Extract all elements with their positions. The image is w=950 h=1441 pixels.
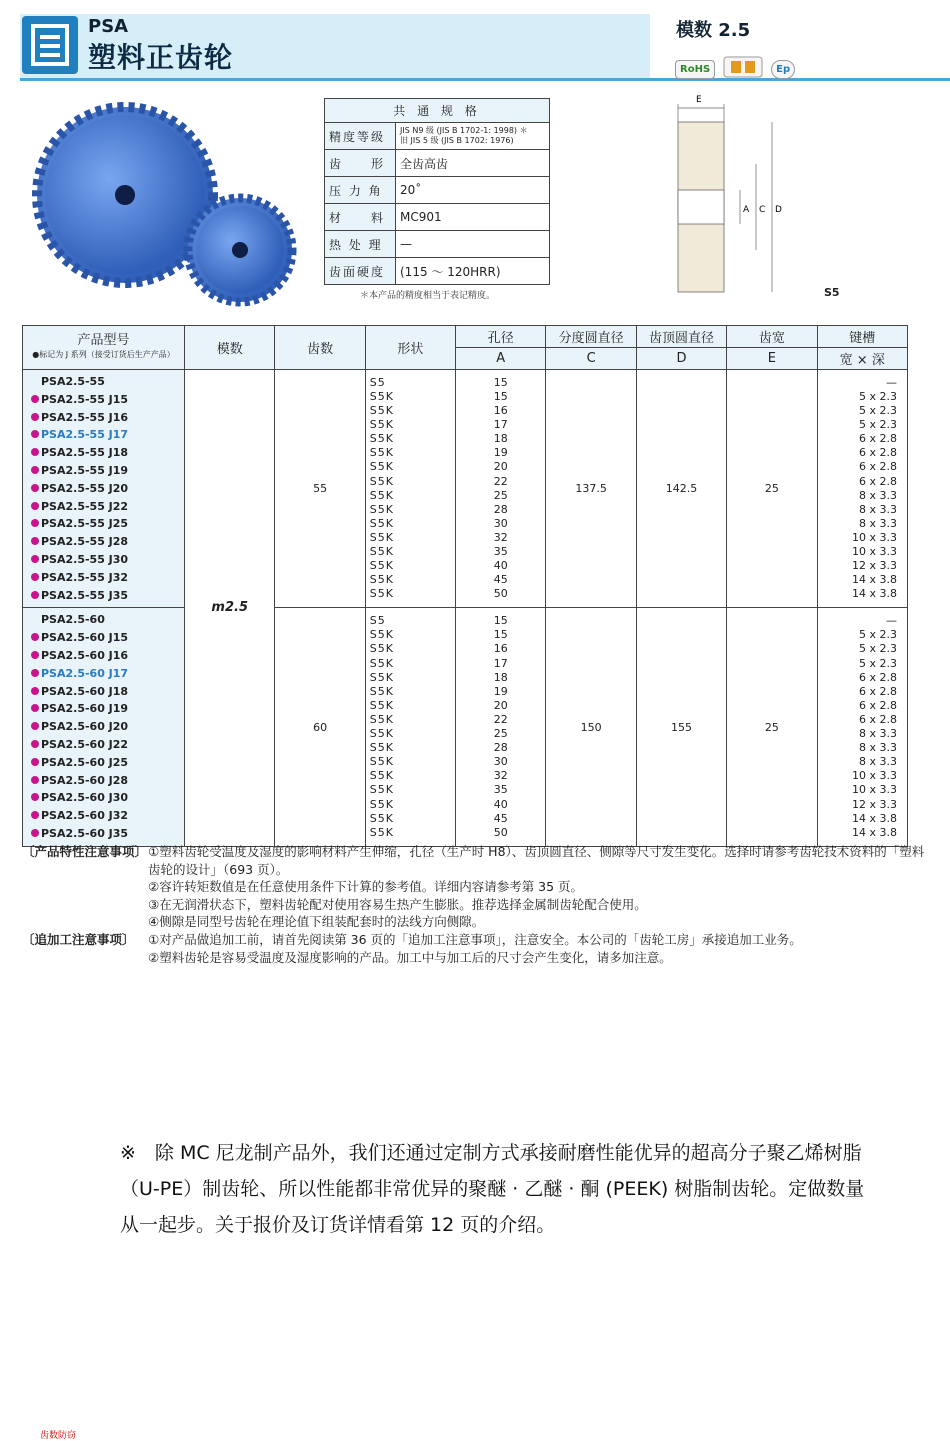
keyway-item: 14 x 3.8 [852, 573, 897, 587]
bore-item: 32 [493, 769, 508, 783]
shape-item: S5 [369, 375, 386, 389]
model-name: PSA2.5-55 J30 [41, 552, 129, 566]
model-name: PSA2.5-60 J19 [41, 702, 129, 716]
shape-item: S5K [369, 769, 394, 783]
shape-item: S5K [369, 460, 394, 474]
col-module: 模数 [184, 326, 275, 370]
process-notes-label: 〔追加工注意事项〕 [22, 931, 135, 947]
j-series-dot-icon [31, 704, 39, 712]
module-label: 模数 2.5 [676, 20, 751, 41]
bore-item: 40 [493, 559, 508, 573]
keyway-item: 8 x 3.3 [859, 502, 897, 516]
col-shape: 形状 [365, 326, 455, 370]
gear-photo [30, 100, 300, 320]
bore-item: 22 [493, 712, 508, 726]
model-item [31, 683, 184, 701]
col-bore: 孔径 [456, 326, 546, 348]
model-name: PSA2.5-55 J32 [41, 570, 129, 584]
width-value: 25 [727, 608, 817, 846]
keyway [817, 370, 907, 608]
col-pitch: 分度圆直径 [546, 326, 636, 348]
j-series-dot-icon [31, 633, 39, 641]
shape-item: S5K [369, 642, 394, 656]
keyway-item: 6 x 2.8 [859, 698, 897, 712]
outer-value: 142.5 [636, 370, 726, 608]
keyway-item: 8 x 3.3 [859, 755, 897, 769]
model-item [31, 789, 184, 807]
model-item [31, 700, 184, 718]
model-name: PSA2.5-60 J18 [41, 684, 129, 698]
j-series-dot-icon [31, 448, 39, 456]
bore-item: 28 [493, 741, 508, 755]
model-item [31, 498, 184, 516]
shape-item: S5 [369, 614, 386, 628]
shape-item: S5K [369, 559, 394, 573]
model-name: PSA2.5-60 J28 [41, 773, 129, 787]
keyway-item: 6 x 2.8 [859, 460, 897, 474]
model-name: PSA2.5-60 [41, 613, 105, 627]
bore-item: 22 [493, 474, 508, 488]
ep-badge: Ep [771, 60, 795, 79]
keyway-item: 12 x 3.3 [852, 797, 897, 811]
keyway-item: 8 x 3.3 [859, 488, 897, 502]
model-name: PSA2.5-60 J30 [41, 791, 129, 805]
product-table [22, 325, 908, 847]
keyway-item: 5 x 2.3 [859, 418, 897, 432]
note-item: ②容许转矩数值是在任意使用条件下计算的参考值。详细内容请参考第 35 页。 [148, 879, 584, 895]
spec-key: 热 处 理 [325, 231, 396, 258]
keyway-item: 6 x 2.8 [859, 446, 897, 460]
model-item [31, 373, 184, 391]
product-notes-label: 〔产品特性注意事项〕 [22, 844, 148, 859]
note-item: ④侧隙是同型号齿轮在理论值下组装配套时的法线方向侧隙。 [148, 914, 485, 930]
model-list [23, 370, 185, 608]
bore-item: 18 [493, 432, 508, 446]
shape-item: S5K [369, 432, 394, 446]
spec-key: 材 料 [325, 204, 396, 231]
shape-item: S5K [369, 628, 394, 642]
j-series-dot-icon [31, 722, 39, 730]
rohs-badge: RoHS [675, 60, 715, 79]
j-series-dot-icon [31, 537, 39, 545]
note-item: ①对产品做追加工前，请首先阅读第 36 页的「追加工注意事项」，注意安全。本公司的「齿轮工房」承接追加工业务。 [148, 931, 802, 947]
j-series-dot-icon [31, 502, 39, 510]
shape-item: S5K [369, 755, 394, 769]
col-teeth: 齿数 [275, 326, 365, 370]
teeth-value: 55 [275, 370, 365, 608]
dim-d-label: D [775, 205, 782, 215]
spec-note: ＊本产品的精度相当于表记精度。 [360, 291, 496, 301]
bore-item: 25 [493, 727, 508, 741]
j-series-dot-icon [31, 519, 39, 527]
shape-item: S5K [369, 545, 394, 559]
shape-item: S5K [369, 530, 394, 544]
shape [365, 608, 455, 846]
bore-item: 17 [493, 656, 508, 670]
width-value: 25 [727, 370, 817, 608]
j-series-dot-icon [31, 669, 39, 677]
j-series-dot-icon [31, 740, 39, 748]
spec-table [324, 98, 550, 285]
model-item [31, 569, 184, 587]
bore-item: 15 [493, 390, 508, 404]
j-series-dot-icon [31, 484, 39, 492]
keyway-item: — [886, 614, 897, 628]
bore-item: 20 [493, 698, 508, 712]
j-series-dot-icon [31, 776, 39, 784]
col-outer-sym: D [636, 348, 726, 370]
keyway-item: 10 x 3.3 [852, 783, 897, 797]
j-series-dot-icon [31, 466, 39, 474]
j-series-dot-icon [31, 555, 39, 563]
model-name: PSA2.5-55 J17 [41, 428, 129, 442]
spec-value: — [396, 231, 550, 258]
shape-item: S5K [369, 797, 394, 811]
shape-item: S5K [369, 811, 394, 825]
shape-item: S5K [369, 670, 394, 684]
series-code: PSA [88, 16, 129, 37]
j-series-dot-icon [31, 573, 39, 581]
bore-item: 35 [493, 783, 508, 797]
spec-value: MC901 [396, 204, 550, 231]
model-item [31, 587, 184, 605]
bore-item: 15 [493, 628, 508, 642]
model-item [31, 718, 184, 736]
notes-section [22, 843, 932, 966]
keyway-item: 12 x 3.3 [852, 559, 897, 573]
note-item: ③在无润滑状态下，塑料齿轮配对使用容易生热产生膨胀。推荐选择金属制齿轮配合使用。 [148, 896, 647, 912]
table-row [23, 370, 908, 608]
j-series-dot-icon [31, 758, 39, 766]
j-series-dot-icon [31, 829, 39, 837]
shape-item: S5K [369, 587, 394, 601]
col-pitch-sym: C [546, 348, 636, 370]
model-name: PSA2.5-60 J15 [41, 631, 129, 645]
col-width-sym: E [727, 348, 817, 370]
spec-value: 全齿高齿 [396, 150, 550, 177]
bore-item: 25 [493, 488, 508, 502]
bore-item: 50 [493, 587, 508, 601]
keyway [817, 608, 907, 846]
model-name: PSA2.5-55 J25 [41, 517, 129, 531]
model-name: PSA2.5-60 J20 [41, 720, 129, 734]
bore-item: 35 [493, 545, 508, 559]
keyway-item: 6 x 2.8 [859, 712, 897, 726]
teeth-value: 60 [275, 608, 365, 846]
model-item [31, 444, 184, 462]
gear-symbol-icon [723, 56, 763, 82]
j-series-dot-icon [31, 395, 39, 403]
bore-item: 15 [493, 614, 508, 628]
outer-value: 155 [636, 608, 726, 846]
j-series-dot-icon [31, 651, 39, 659]
custom-order-note: ※ 除 MC 尼龙制产品外，我们还通过定制方式承接耐磨性能优异的超高分子聚乙烯树脂（U-PE）制齿轮、所以性能都非常优异的聚醚 · 乙醚 · 酮 (PEEK) 树脂制齿轮。定做数量从一起步。关于报价及订货详情看第 12 页的介绍。 [120, 1142, 865, 1236]
j-series-dot-icon [31, 430, 39, 438]
spec-key: 齿面硬度 [325, 258, 396, 285]
keyway-item: 6 x 2.8 [859, 474, 897, 488]
catalog-icon [22, 16, 78, 74]
bore-item: 18 [493, 670, 508, 684]
j-series-dot-icon [31, 687, 39, 695]
shape-item: S5K [369, 712, 394, 726]
spec-header: 共 通 规 格 [325, 99, 550, 123]
model-item [31, 480, 184, 498]
shape-item: S5K [369, 684, 394, 698]
model-name: PSA2.5-60 J25 [41, 755, 129, 769]
bore-item: 17 [493, 418, 508, 432]
col-model-label: 产品型号 [77, 332, 130, 348]
j-series-dot-icon [31, 811, 39, 819]
keyway-item: 10 x 3.3 [852, 530, 897, 544]
spec-key: 精度等级 [325, 123, 396, 150]
bore-item: 15 [493, 375, 508, 389]
bore-item: 19 [493, 446, 508, 460]
shape-item: S5K [369, 656, 394, 670]
dim-c-label: C [759, 205, 766, 215]
model-name: PSA2.5-55 J20 [41, 481, 129, 495]
model-name: PSA2.5-60 J22 [41, 737, 129, 751]
table-row [23, 608, 908, 846]
bore-item: 19 [493, 684, 508, 698]
model-name: PSA2.5-55 J15 [41, 392, 129, 406]
model-name: PSA2.5-55 J18 [41, 446, 129, 460]
model-name: PSA2.5-60 J32 [41, 809, 129, 823]
bore-item: 30 [493, 516, 508, 530]
model-name: PSA2.5-60 J16 [41, 648, 129, 662]
model-list [23, 608, 185, 846]
shape-item: S5K [369, 516, 394, 530]
model-name: PSA2.5-60 J35 [41, 826, 129, 840]
pitch-value: 137.5 [546, 370, 636, 608]
bore [456, 370, 546, 608]
keyway-item: 5 x 2.3 [859, 628, 897, 642]
shape-item: S5K [369, 741, 394, 755]
bore-item: 20 [493, 460, 508, 474]
keyway-item: 8 x 3.3 [859, 516, 897, 530]
bore-item: 50 [493, 825, 508, 839]
model-item [31, 665, 184, 683]
shape-item: S5K [369, 698, 394, 712]
model-item [31, 736, 184, 754]
shape-item: S5K [369, 390, 394, 404]
bore-item: 32 [493, 530, 508, 544]
model-item [31, 629, 184, 647]
keyway-item: 5 x 2.3 [859, 390, 897, 404]
model-item [31, 533, 184, 551]
model-item [31, 754, 184, 772]
note-item: ②塑料齿轮是容易受温度及湿度影响的产品。加工中与加工后的尺寸会产生变化，请多加注意。 [148, 949, 672, 965]
keyway-item: 14 x 3.8 [852, 811, 897, 825]
keyway-item: 6 x 2.8 [859, 684, 897, 698]
model-name: PSA2.5-55 [41, 375, 105, 388]
model-item [31, 825, 184, 843]
corner-text: 齿数防窃 [40, 1431, 77, 1441]
j-series-dot-icon [31, 793, 39, 801]
module-value: m2.5 [184, 370, 275, 847]
note-item: ①塑料齿轮受温度及湿度的影响材料产生伸缩，孔径（生产时 H8）、齿顶圆直径、侧隙等尺寸发生变化。选择时请参考齿轮技术资料的「塑料齿轮的设计」（693 页）。 [148, 844, 925, 877]
model-item [31, 409, 184, 427]
keyway-item: 14 x 3.8 [852, 587, 897, 601]
shape-item: S5K [369, 446, 394, 460]
model-name: PSA2.5-60 J17 [41, 666, 129, 680]
model-name: PSA2.5-55 J22 [41, 499, 129, 513]
keyway-item: 8 x 3.3 [859, 727, 897, 741]
spec-key: 压 力 角 [325, 177, 396, 204]
keyway-item: 5 x 2.3 [859, 404, 897, 418]
shape-item: S5K [369, 783, 394, 797]
spec-key: 齿 形 [325, 150, 396, 177]
spec-value: JIS N9 级 (JIS B 1702-1: 1998) ＊ 旧 JIS 5 级 (JIS B 1702: 1976) [396, 123, 550, 150]
shape-item: S5K [369, 825, 394, 839]
j-series-dot-icon [31, 591, 39, 599]
model-name: PSA2.5-55 J19 [41, 463, 129, 477]
bore-item: 40 [493, 797, 508, 811]
dim-e-label: E [696, 95, 702, 105]
keyway-item: 14 x 3.8 [852, 825, 897, 839]
model-item [31, 391, 184, 409]
keyway-item: — [886, 375, 897, 389]
bore-item: 16 [493, 404, 508, 418]
j-series-dot-icon [31, 413, 39, 421]
model-item [31, 426, 184, 444]
shape-item: S5K [369, 418, 394, 432]
drawing-caption: S5 [824, 286, 840, 299]
shape-item: S5K [369, 727, 394, 741]
col-model [23, 326, 185, 370]
shape-item: S5K [369, 573, 394, 587]
keyway-item: 6 x 2.8 [859, 670, 897, 684]
keyway-item: 5 x 2.3 [859, 656, 897, 670]
model-item [31, 611, 184, 629]
keyway-item: 10 x 3.3 [852, 545, 897, 559]
bore-item: 30 [493, 755, 508, 769]
col-key: 键槽 [817, 326, 907, 348]
bore [456, 608, 546, 846]
shape [365, 370, 455, 608]
model-name: PSA2.5-55 J35 [41, 588, 129, 602]
model-item [31, 462, 184, 480]
model-item [31, 551, 184, 569]
keyway-item: 10 x 3.3 [852, 769, 897, 783]
model-item [31, 515, 184, 533]
col-model-note: ●标记为 J 系列（接受订货后生产产品） [32, 349, 175, 359]
bore-item: 45 [493, 811, 508, 825]
spec-value: 20˚ [396, 177, 550, 204]
bore-item: 45 [493, 573, 508, 587]
bore-item: 16 [493, 642, 508, 656]
header-rule [20, 78, 950, 81]
model-item [31, 772, 184, 790]
page-title: 塑料正齿轮 [88, 41, 234, 74]
model-item [31, 647, 184, 665]
col-width: 齿宽 [727, 326, 817, 348]
model-name: PSA2.5-55 J16 [41, 410, 129, 424]
shape-item: S5K [369, 502, 394, 516]
keyway-item: 8 x 3.3 [859, 741, 897, 755]
model-item [31, 807, 184, 825]
col-bore-sym: A [456, 348, 546, 370]
shape-item: S5K [369, 474, 394, 488]
spec-value: (115 ～ 120HRR) [396, 258, 550, 285]
model-name: PSA2.5-55 J28 [41, 535, 129, 549]
col-outer: 齿顶圆直径 [636, 326, 726, 348]
bore-item: 28 [493, 502, 508, 516]
shape-item: S5K [369, 488, 394, 502]
dim-a-label: A [743, 205, 750, 215]
keyway-item: 6 x 2.8 [859, 432, 897, 446]
badge-row [675, 56, 795, 82]
dimension-drawing [660, 92, 810, 302]
shape-item: S5K [369, 404, 394, 418]
keyway-item: 5 x 2.3 [859, 642, 897, 656]
col-key-sub: 宽 × 深 [817, 348, 907, 370]
pitch-value: 150 [546, 608, 636, 846]
